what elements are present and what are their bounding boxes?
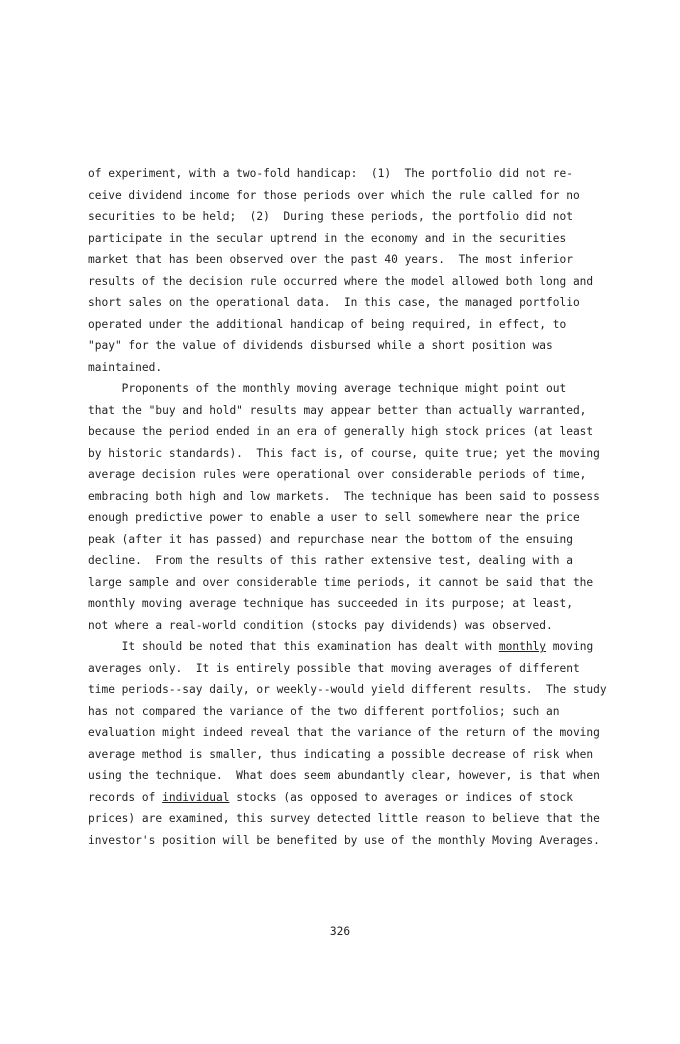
text-line: average method is smaller, thus indicating a possible decrease of risk when [88,747,594,761]
text-line: evaluation might indeed reveal that the variance of the return of the moving [88,726,600,739]
page-number: 326 [329,925,351,938]
text-line [88,636,648,658]
text-line: Proponents of the monthly moving average technique might point out [88,382,567,395]
text-line: averages only. It is entirely possible that moving averages of different [88,661,580,675]
text-line: not where a real-world condition (stocks pay dividends) was observed. [88,618,553,632]
text-line: prices) are examined, this survey detected little reason to believe that the [88,812,600,825]
text-line: operated under the additional handicap of being required, in effect, to [88,317,567,331]
text-line: has not compared the variance of the two different portfolios; such an [88,704,560,718]
underlined-word: monthly [498,640,547,653]
body-text [88,163,648,851]
text-line: monthly moving average technique has succeeded in its purpose; at least, [88,597,573,610]
text-line: large sample and over considerable time periods, it cannot be said that the [88,575,594,589]
text-line: market that has been observed over the past 40 years. The most inferior [88,253,573,266]
text-segment: It should be noted that this examination has dealt with [88,640,499,653]
text-line: embracing both high and low markets. The technique has been said to possess [88,489,600,503]
text-line: enough predictive power to enable a user to sell somewhere near the price [88,511,580,524]
text-segment: moving [546,640,594,653]
text-line: maintained. [88,360,163,374]
text-line: investor's position will be benefited by use of the monthly Moving Averages. [88,833,600,847]
text-line: results of the decision rule occurred where the model allowed both long and [88,274,594,288]
text-line: by historic standards). This fact is, of course, quite true; yet the moving [88,446,600,460]
text-line: short sales on the operational data. In this case, the managed portfolio [88,296,580,309]
text-line: because the period ended in an era of generally high stock prices (at least [88,425,594,438]
text-line: time periods--say daily, or weekly--would yield different results. The study [88,683,607,696]
text-line: using the technique. What does seem abundantly clear, however, is that when [88,769,600,782]
text-line: "pay" for the value of dividends disbursed while a short position was [88,339,553,352]
text-line: decline. From the results of this rather extensive test, dealing with a [88,554,573,567]
text-line [88,787,648,809]
text-line: of experiment, with a two-fold handicap: (1) The portfolio did not re- [88,167,573,180]
text-line: peak (after it has passed) and repurchase near the bottom of the ensuing [88,532,573,546]
text-segment: stocks (as opposed to averages or indices of stock [229,790,573,804]
text-line: securities to be held; (2) During these periods, the portfolio did not [88,210,573,223]
text-line: ceive dividend income for those periods over which the rule called for no [88,188,580,202]
underlined-word: individual [162,790,230,804]
text-line: average decision rules were operational over considerable periods of time, [88,468,587,481]
text-line: that the "buy and hold" results may appear better than actually warranted, [88,403,587,417]
text-line: participate in the secular uptrend in the economy and in the securities [88,231,567,245]
text-segment: records of [88,790,163,804]
